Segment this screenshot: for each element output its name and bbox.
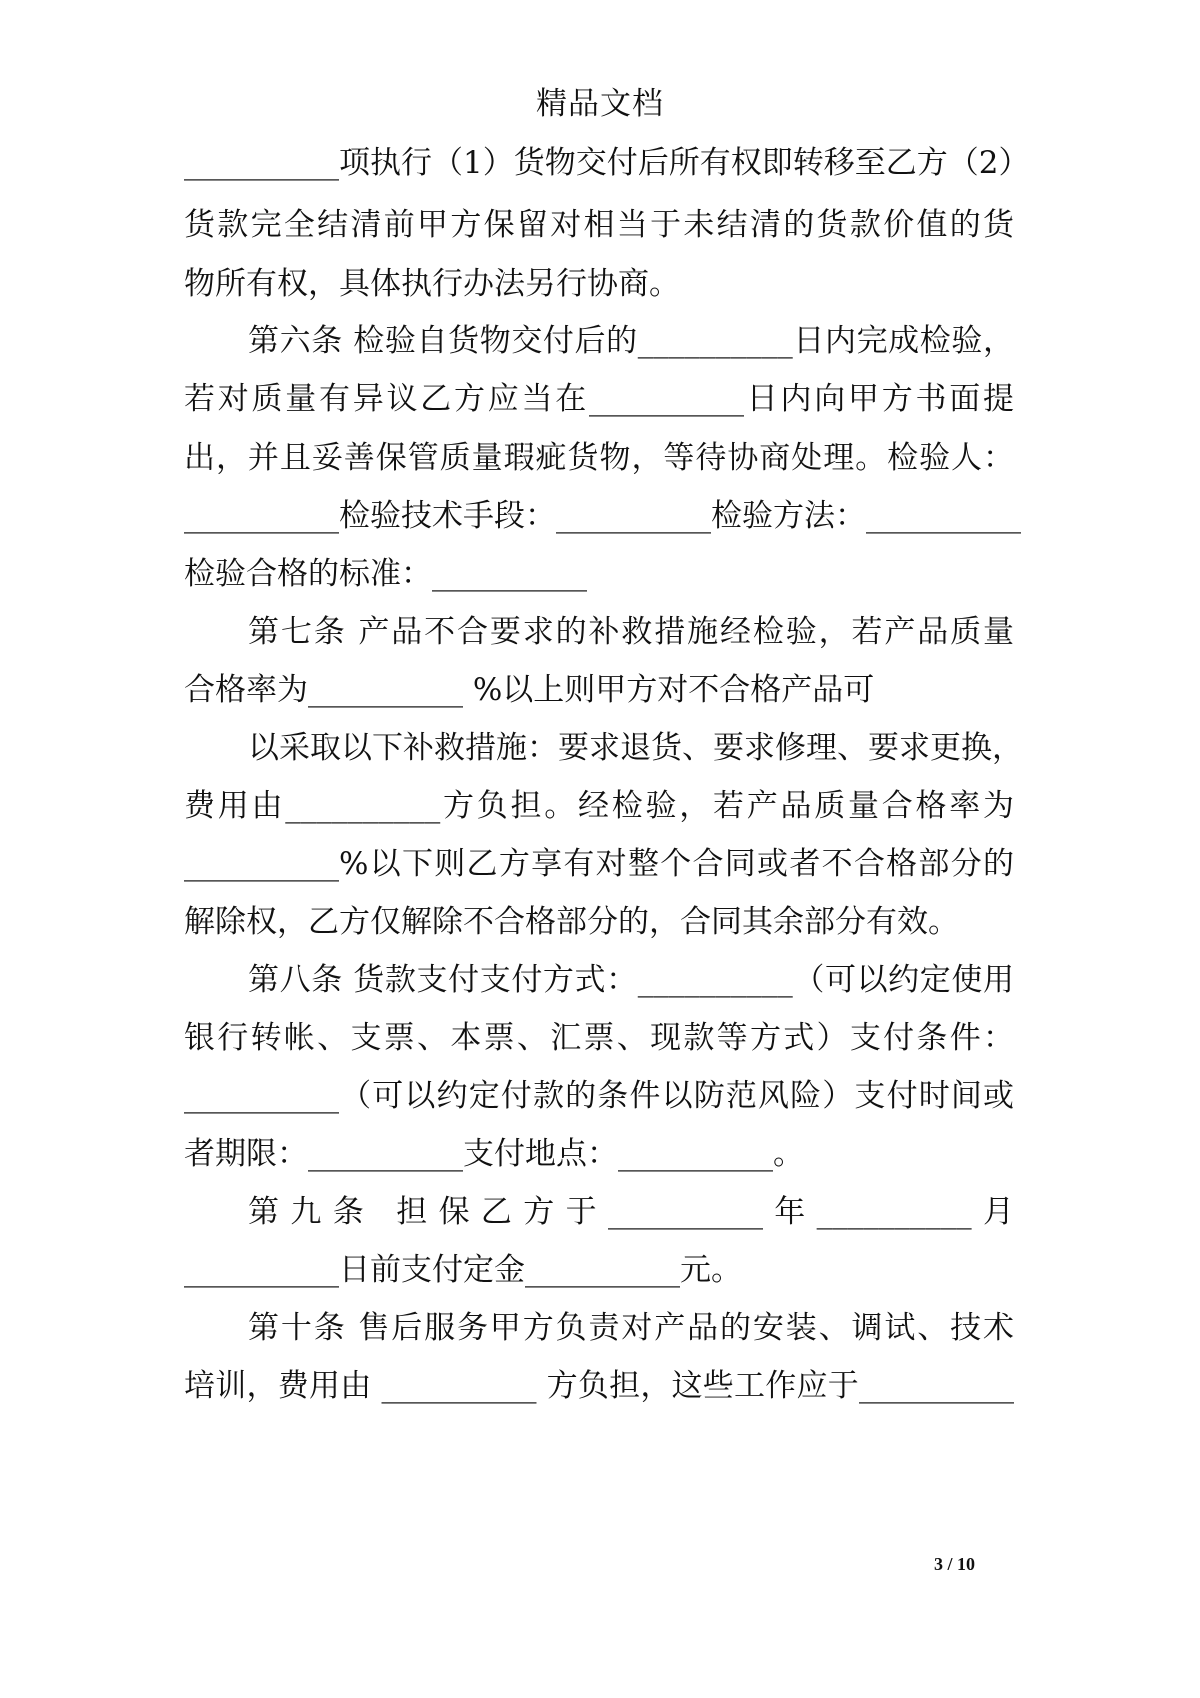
paragraph-line: __________检验技术手段：__________检验方法：__________	[184, 498, 1021, 534]
paragraph-line: 第十条 售后服务甲方负责对产品的安装、调试、技术	[248, 1310, 1014, 1346]
paragraph-line: __________项执行（1）货物交付后所有权即转移至乙方（2）	[184, 145, 1030, 181]
page-header-title: 精品文档	[536, 86, 664, 122]
paragraph-line: 检验合格的标准：__________	[184, 556, 587, 592]
paragraph-line: 物所有权，具体执行办法另行协商。	[184, 266, 680, 302]
paragraph-line: 费用由__________方负担。经检验，若产品质量合格率为	[184, 788, 1014, 824]
paragraph-line: 合格率为__________ %以上则甲方对不合格产品可	[184, 672, 875, 708]
paragraph-line: __________日前支付定金__________元。	[184, 1252, 742, 1288]
paragraph-line: __________（可以约定付款的条件以防范风险）支付时间或	[184, 1078, 1014, 1114]
paragraph-line: 解除权，乙方仅解除不合格部分的，合同其余部分有效。	[184, 904, 959, 940]
paragraph-line: 第八条 货款支付支付方式：__________（可以约定使用	[248, 962, 1014, 998]
paragraph-line: 第六条 检验自货物交付后的__________日内完成检验，	[248, 323, 1014, 359]
paragraph-line: 银行转帐、支票、本票、汇票、现款等方式）支付条件：	[184, 1020, 1014, 1056]
page-number: 3 / 10	[934, 1554, 976, 1574]
paragraph-line: 培训，费用由 __________ 方负担，这些工作应于__________	[184, 1368, 1014, 1404]
paragraph-line: 若对质量有异议乙方应当在__________日内向甲方书面提	[184, 381, 1014, 417]
paragraph-line: __________%以下则乙方享有对整个合同或者不合格部分的	[184, 846, 1014, 882]
paragraph-line: 出，并且妥善保管质量瑕疵货物，等待协商处理。检验人：	[184, 440, 1014, 476]
paragraph-line: 第九条 担保乙方于__________年__________月	[248, 1194, 1014, 1230]
paragraph-line: 货款完全结清前甲方保留对相当于未结清的货款价值的货	[184, 207, 1014, 243]
paragraph-line: 以采取以下补救措施：要求退货、要求修理、要求更换，	[248, 730, 1023, 766]
paragraph-line: 者期限：__________支付地点：__________。	[184, 1136, 804, 1172]
paragraph-line: 第七条 产品不合要求的补救措施经检验，若产品质量	[248, 614, 1014, 650]
